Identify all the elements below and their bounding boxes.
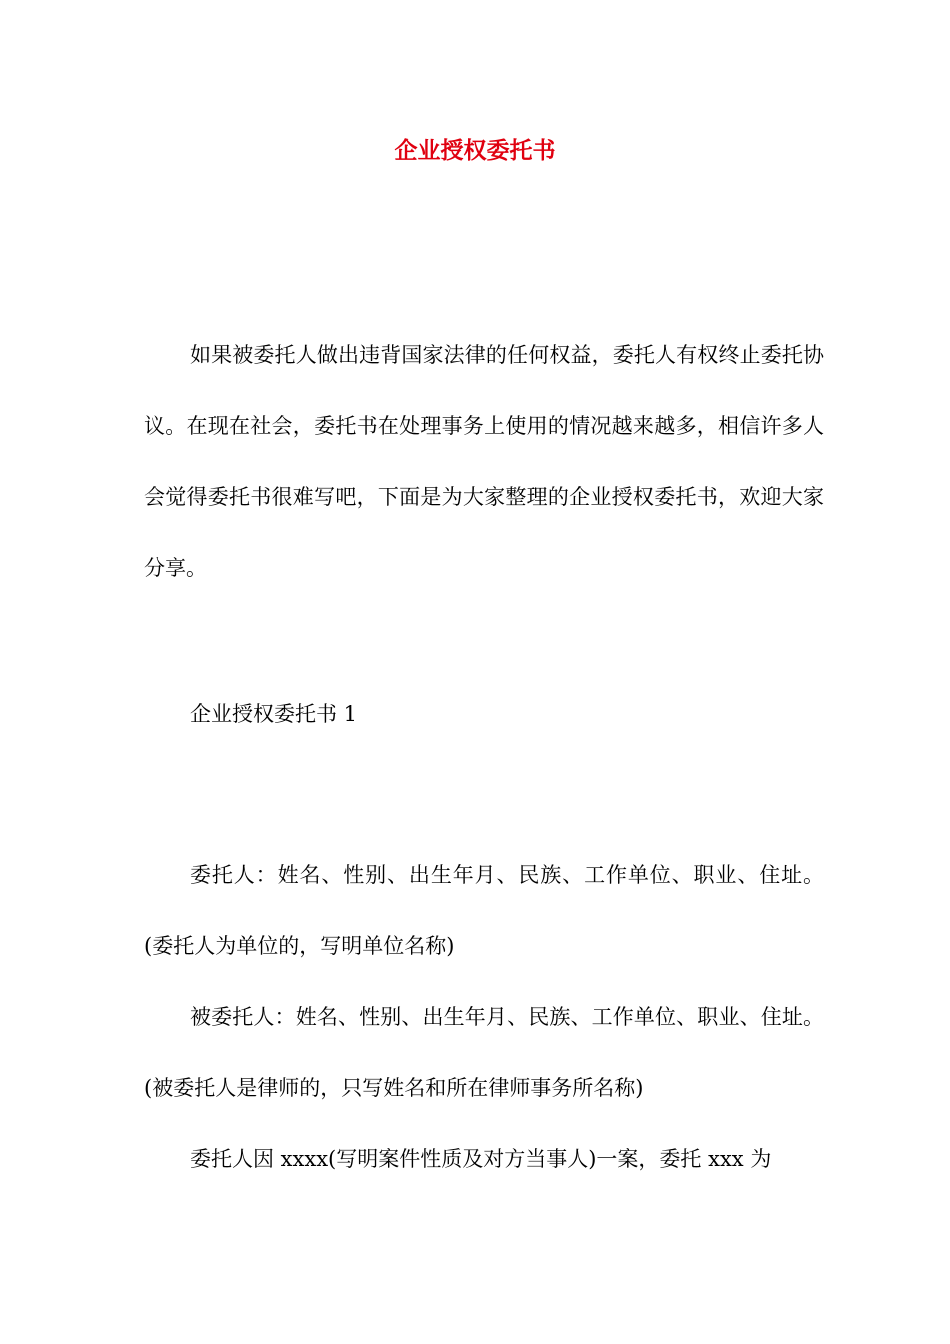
section-heading: 企业授权委托书 1 bbox=[190, 702, 358, 726]
paragraph-principal: 委托人：姓名、性别、出生年月、民族、工作单位、职业、住址。(委托人为单位的，写明单位名称) bbox=[144, 863, 824, 958]
document-title: 企业授权委托书 bbox=[394, 137, 556, 164]
paragraph-agent: 被委托人：姓名、性别、出生年月、民族、工作单位、职业、住址。(被委托人是律师的，只写姓名和所在律师事务所名称) bbox=[144, 1005, 824, 1100]
intro-paragraph: 如果被委托人做出违背国家法律的任何权益，委托人有权终止委托协议。在现在社会，委托书在处理事务上使用的情况越来越多，相信许多人会觉得委托书很难写吧，下面是为大家整理的企业授权委托书，欢迎大家分享。 bbox=[144, 343, 824, 580]
paragraph-entrustment: 委托人因 xxxx(写明案件性质及对方当事人)一案，委托 xxx 为 bbox=[190, 1147, 772, 1171]
document-body bbox=[144, 840, 824, 1195]
